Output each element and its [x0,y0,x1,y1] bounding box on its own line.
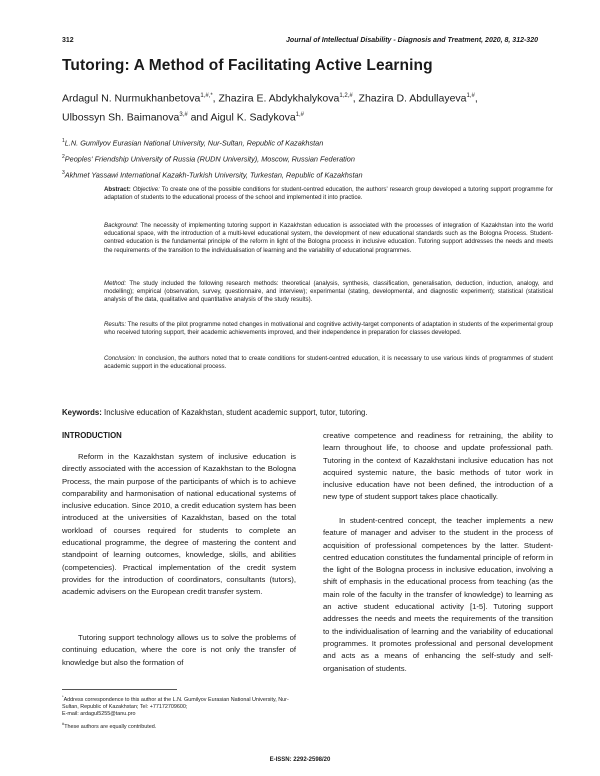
abstract-background [104,222,553,255]
author-list: Ardagul N. Nurmukhanbetova$^{1,\#,*}$, Zhazira E. Abdykhalykova$^{1,2,\#}$, Zhazira D. Abdullayeva$^{1,\#}$, Ulbossyn Sh. Baimanova$^{3,\#}$ and Aigul K. Sadykova$^{1,\#}$ [62,92,478,123]
abstract-objective [104,186,553,202]
method-label: Method: [104,280,127,287]
author-sup: 1,# [295,111,304,118]
journal-header: Journal of Intellectual Disability - Diagnosis and Treatment, 2020, 8, 312-320 [286,37,538,44]
background-text: The necessity of implementing tutoring support in Kazakhstan education is associated with the processes of integration of Kazakhstan into the world educational space, with the introduction of a multi-level educational system, the development of new educational standards such as the Bologna Process. Student-centred education is the fundamental principle of the reform in light of the Bologna process in inclusive education. Tutoring support addresses the needs and meets the requirements of the transition to the individualisation of learning and the variability of educational programmes. [104,222,553,254]
author-name: Ardagul N. Nurmukhanbetova [62,92,201,105]
conclusion-label: Conclusion: [104,355,136,362]
footnote-text: These authors are equally contributed. [64,723,157,730]
author-name: Aigul K. Sadykova [210,111,296,123]
footnote-correspondence [62,693,302,718]
keywords [62,408,552,417]
affiliation-number: 3 [62,170,65,176]
affiliation [62,154,355,163]
author-sup: 1,# [466,93,475,99]
affiliation [62,170,363,179]
abstract-conclusion [104,355,553,371]
eissn-footer: E-ISSN: 2292-2598/20 [269,757,331,763]
section-heading: INTRODUCTION [62,431,122,440]
author-name: Ulbossyn Sh. Baimanova [62,111,180,123]
method-text: The study included the following research methods: theoretical (analysis, synthesis, classification, generalisation, deduction, induction, analogy, and modelling); empirical (observation, survey, questionnaire, and interview); experimental (stating, developmental, and diagnostic experiment); statistical (statistical analysis of the data, qualitative and quantitative analysis of the study results). [104,280,553,304]
author-sup: 3,# [179,111,188,118]
body-paragraph: Reform in the Kazakhstan system of inclusive education is directly associated with the accession of Kazakhstan to the Bologna Process, the main purpose of the participants of which is to achieve comparability and harmonisation of national educational systems of inclusive education. Since 2010, a credit education system has been introduced at the universities of Kazakhstan, based on the total workload of courses required for students to complete an educational programme, the degree of mastering the content and standpoint of learning outcomes, knowledge, skills, and abilities (competencies). Practical implementation of the credit system provides for the introduction of coordinators, consultants (tutors), academic advisers on the European credit transfer system. [62,452,296,597]
background-label: Background: [104,222,139,229]
keywords-label: Keywords: [62,408,102,417]
affiliation-number: 1 [62,138,65,144]
objective-text: To create one of the possible conditions for student-centred education, the authors' research group developed a tutoring support programme for adaptation of students to the educational process of the school and implemented it into practice. [104,186,553,202]
affiliation-text: Akhmet Yassawi International Kazakh-Turkish University, Turkestan, Republic of Kazakhstan [64,170,363,180]
affiliation-number: 2 [62,154,65,160]
abstract-label: Abstract: [104,186,131,193]
footnote-divider [62,689,177,690]
author-name: Zhazira D. Abdullayeva [358,92,467,105]
footnote-text: Address correspondence to this author at the L.N. Gumilyov Eurasian National University, Nur-Sultan, Republic of Kazakhstan; Tel: +77172709600; [62,696,289,710]
affiliation-text: Peoples' Friendship University of Russia (RUDN University), Moscow, Russian Federation [64,154,355,164]
affiliation-text: L.N. Gumilyov Eurasian National University, Nur-Sultan, Republic of Kazakhstan [64,138,324,148]
paper-title: Tutoring: A Method of Facilitating Active Learning [62,57,433,74]
page-number: 312 [62,37,74,44]
affiliation [62,138,323,147]
body-paragraph: creative competence and readiness for retraining, the ability to learn throughout life, to choose and update professional path. Tutoring in the context of Kazakhstani inclusive education has not acquired systemic nature, the basic methods of tutor work in inclusive education have not been defined, the introduction of a new type of student support takes place chaotically. [323,431,553,502]
author-name: Zhazira E. Abdykhalykova [218,92,340,105]
author-sup: 1,2,# [339,93,353,99]
footnote-mark: # [62,721,65,726]
abstract-results [104,321,553,337]
abstract-method [104,280,553,305]
body-paragraph: In student-centred concept, the teacher implements a new feature of manager and adviser to the student in the process of acquisition of professional competences by the latter. Student-centred education constitutes the fundamental principle of reform in the light of the Bologna process in inclusive education, involving a shift of emphasis in the educational process from teaching (as the main role of the faculty in the transfer of knowledge) to learning as an active student educational activity [1-5]. Tutoring support addresses the needs and meets the requirements of the transition to the individualisation of learning and the variability of educational programmes. It promotes professional and personal development and acts as a means of enhancing the self-study and self-organisation of students. [323,516,553,673]
conclusion-text: In conclusion, the authors noted that to create conditions for student-centred education, it is necessary to use various kinds of programmes of student academic support in the educational process. [104,355,553,371]
body-paragraph: Tutoring support technology allows us to solve the problems of continuing education, where the core is not only the transfer of knowledge but also the formation of [62,633,296,667]
results-text: The results of the pilot programme noted changes in motivational and cognitive activity-target components of adaptation in students of the experimental group who received tutoring support, their academic achievements improved, and their independence in preparation for classes developed. [104,321,553,337]
results-label: Results: [104,321,127,328]
footnote-equal-contribution [62,720,302,731]
footnote-email: E-mail: ardagul5255@tanu.pro [62,711,136,718]
keywords-text: Inclusive education of Kazakhstan, student academic support, tutor, tutoring. [104,408,368,417]
footnote-mark: * [62,694,64,699]
author-sup: 1,#,* [200,93,213,99]
objective-label: Objective: [132,186,160,193]
